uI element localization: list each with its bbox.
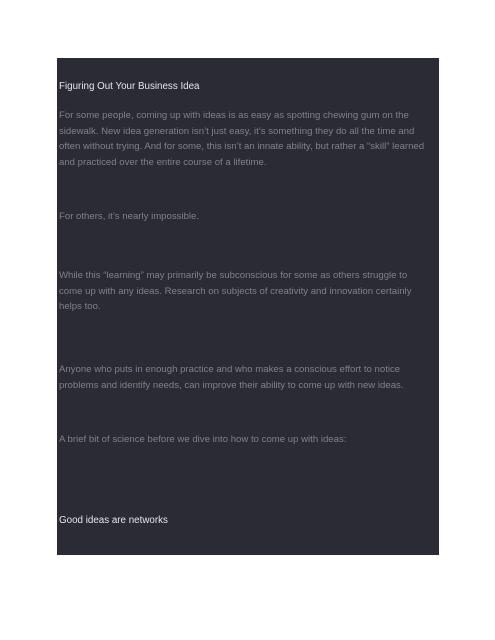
paragraph-practice: Anyone who puts in enough practice and who makes a conscious effort to notice problems and identify needs, can improve their ability to come up with new ideas. (59, 364, 404, 391)
dark-content-panel (57, 58, 439, 555)
paragraph-intro: For some people, coming up with ideas is as easy as spotting chewing gum on the sidewalk. New idea generation isn’t just easy, it’s something they do all the time and often without trying. And for some, this isn’t an innate ability, but rather a “skill” learned and practiced over the entire course of a lifetime. (59, 110, 425, 168)
document-title: Figuring Out Your Business Idea (59, 81, 200, 92)
paragraph-learning: While this “learning” may primarily be subconscious for some as others struggle to come up with any ideas. Research on subjects of creativity and innovation certainly helps too. (59, 270, 412, 312)
paragraph-others: For others, it’s nearly impossible. (59, 211, 200, 222)
paragraph-science: A brief bit of science before we dive into how to come up with ideas: (59, 434, 347, 445)
subheading-networks: Good ideas are networks (59, 515, 168, 526)
